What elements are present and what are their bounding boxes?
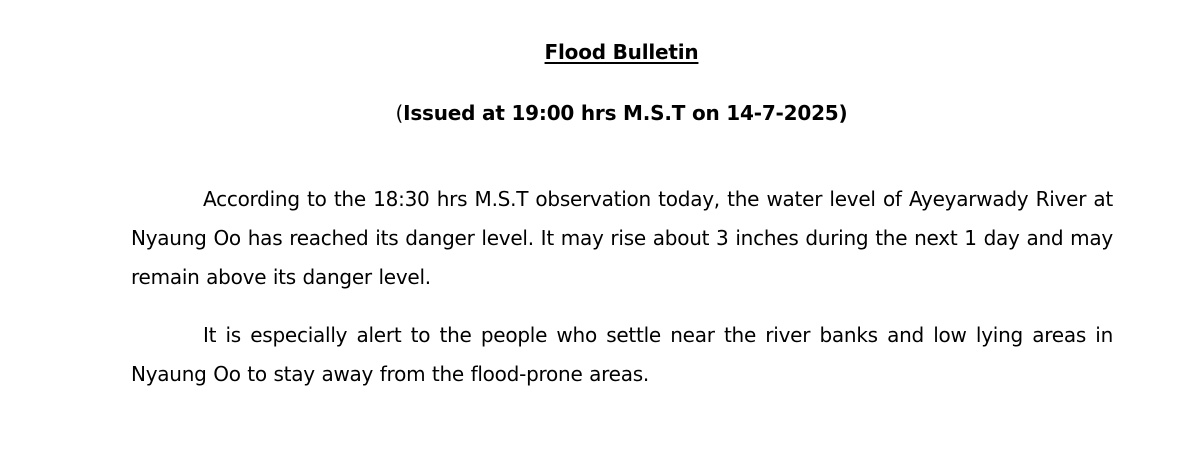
- issued-line: [0, 101, 1200, 125]
- paragraph-observation: According to the 18:30 hrs M.S.T observation today, the water level of Ayeyarwady River at Nyaung Oo has reached its danger level. It may rise about 3 inches during the next 1 day and may remain above its danger level.: [131, 187, 1113, 289]
- issued-text: Issued at 19:00 hrs M.S.T on 14-7-2025: [403, 101, 839, 125]
- bulletin-title: Flood Bulletin: [544, 40, 699, 64]
- issued-open-paren: (: [395, 101, 404, 125]
- issued-close-paren: ): [838, 101, 848, 125]
- paragraph-alert: It is especially alert to the people who settle near the river banks and low lying areas in Nyaung Oo to stay away from the flood-prone areas.: [131, 323, 1113, 386]
